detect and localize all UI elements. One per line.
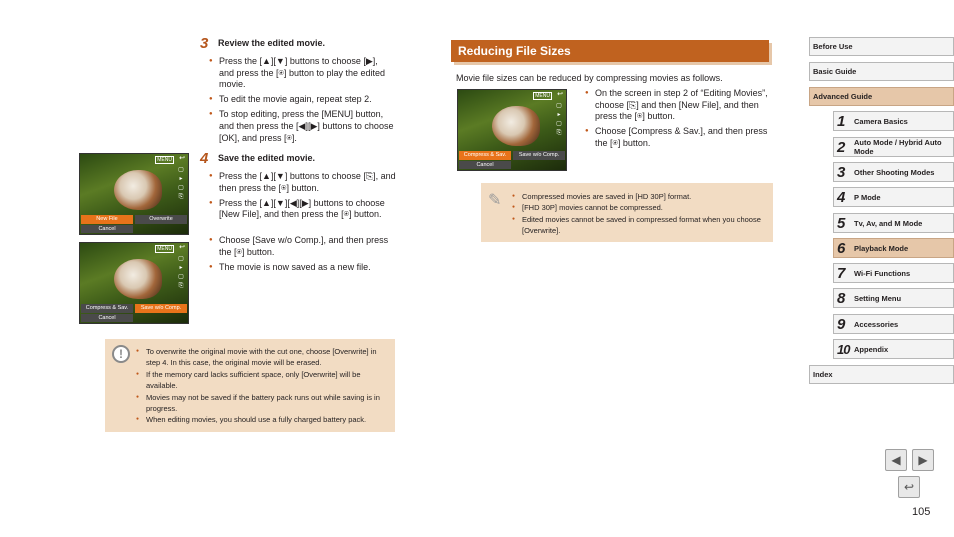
list-item: ● When editing movies, you should use a fully charged battery pack. xyxy=(136,414,390,425)
chapter-5[interactable] xyxy=(833,213,954,233)
cancel-button: Cancel xyxy=(459,161,511,169)
prev-page-icon[interactable]: ◀ xyxy=(885,449,907,471)
list-item: ● To edit the movie again, repeat step 2. xyxy=(209,94,394,106)
camera-screen-compress xyxy=(457,89,567,171)
chapter-label: Accessories xyxy=(854,319,899,329)
chapter-label: Wi-Fi Functions xyxy=(854,268,911,278)
compress-save-button: Compress & Sav. xyxy=(459,151,511,160)
chapter-number: 8 xyxy=(837,290,846,307)
nav-basic-guide[interactable]: Basic Guide xyxy=(809,62,954,81)
chapter-number: 7 xyxy=(837,265,846,282)
nav-before-use[interactable]: Before Use xyxy=(809,37,954,56)
chapter-number: 4 xyxy=(837,189,846,206)
chapter-label: Camera Basics xyxy=(854,116,908,126)
photo-subject xyxy=(114,259,162,299)
caution-icon: ! xyxy=(112,345,130,363)
chapter-number: 10 xyxy=(837,342,850,357)
return-icon[interactable]: ↩ xyxy=(898,476,920,498)
save-without-compression-button: Save w/o Comp. xyxy=(135,304,187,313)
chapter-1[interactable] xyxy=(833,111,954,131)
section-intro: Movie file sizes can be reduced by compressing movies as follows. xyxy=(456,73,723,83)
chapter-label: Other Shooting Modes xyxy=(854,167,935,177)
chapter-number: 9 xyxy=(837,316,846,333)
nav-advanced-guide[interactable]: Advanced Guide xyxy=(809,87,954,106)
overwrite-button: Overwrite xyxy=(135,215,187,224)
section-header xyxy=(451,40,769,62)
photo-subject xyxy=(492,106,540,146)
new-file-button: New File xyxy=(81,215,133,224)
caution-box xyxy=(105,339,395,432)
return-icon: ↩ xyxy=(179,244,185,251)
list-item: ● Press the [▲][▼] buttons to choose [⎘], and then press the [⍟] button. xyxy=(209,171,399,194)
button-row xyxy=(81,304,187,313)
button-row xyxy=(81,215,187,224)
cancel-button: Cancel xyxy=(81,225,133,233)
chapter-4[interactable] xyxy=(833,187,954,207)
memo-bullets xyxy=(512,191,767,237)
step-3-bullets xyxy=(209,56,394,148)
memo-box xyxy=(481,183,773,242)
chapter-number: 5 xyxy=(837,215,846,232)
list-item: ● Movies may not be saved if the battery pack runs out while saving is in progress. xyxy=(136,392,390,415)
chapter-6[interactable] xyxy=(833,238,954,258)
next-page-icon[interactable]: ▶ xyxy=(912,449,934,471)
cancel-button: Cancel xyxy=(81,314,133,322)
chapter-number: 6 xyxy=(837,240,846,257)
camera-screen-new-file xyxy=(79,153,189,235)
list-item: ● The movie is now saved as a new file. xyxy=(209,262,394,274)
nav-index[interactable]: Index xyxy=(809,365,954,384)
chapter-label: Tv, Av, and M Mode xyxy=(854,218,923,228)
list-item: ● Choose [Save w/o Comp.], and then press the [⍟] button. xyxy=(209,235,394,258)
return-icon: ↩ xyxy=(179,155,185,162)
step-number: 4 xyxy=(200,150,209,167)
chapter-number: 2 xyxy=(837,139,846,156)
chapter-label: Appendix xyxy=(854,344,889,354)
return-icon: ↩ xyxy=(557,91,563,98)
list-item: ● To overwrite the original movie with the cut one, choose [Overwrite] in step 4. In this case, the original movie will be erased. xyxy=(136,346,390,369)
camera-screen-save-options xyxy=(79,242,189,324)
button-row xyxy=(459,151,565,160)
list-item: ● Press the [▲][▼] buttons to choose [▶], and press the [⍟] button to play the edited movie. xyxy=(209,56,394,91)
chapter-number: 3 xyxy=(837,164,846,181)
chapter-number: 1 xyxy=(837,113,846,130)
pencil-icon: ✎ xyxy=(488,192,502,209)
menu-tag: MENU xyxy=(535,93,550,99)
list-item: ● Edited movies cannot be saved in compressed format when you choose [Overwrite]. xyxy=(512,214,767,237)
chapter-label: Auto Mode / Hybrid Auto Mode xyxy=(854,138,942,156)
menu-tag: MENU xyxy=(157,157,172,163)
chapter-label: Playback Mode xyxy=(854,243,909,253)
edit-icons: ▢ ▸ ▢ ⎘ xyxy=(556,103,562,136)
chapter-9[interactable] xyxy=(833,314,954,334)
save-without-compression-button: Save w/o Comp. xyxy=(513,151,565,160)
caution-bullets xyxy=(136,346,390,426)
step-number: 3 xyxy=(200,35,209,52)
chapter-label: P Mode xyxy=(854,192,881,202)
chapter-2[interactable] xyxy=(833,137,954,157)
menu-tag: MENU xyxy=(157,246,172,252)
chapter-10[interactable] xyxy=(833,339,954,359)
step-4-bullets xyxy=(209,171,399,224)
list-item: ● Compressed movies are saved in [HD 30P] format. xyxy=(512,191,767,202)
step-title: Save the edited movie. xyxy=(218,153,316,163)
edit-icons: ▢ ▸ ▢ ⎘ xyxy=(178,256,184,289)
page-number: 105 xyxy=(912,506,931,518)
step-4-bullets-2 xyxy=(209,235,394,277)
list-item: ● [FHD 30P] movies cannot be compressed. xyxy=(512,202,767,213)
chapter-7[interactable] xyxy=(833,263,954,283)
list-item: ● If the memory card lacks sufficient space, only [Overwrite] will be available. xyxy=(136,369,390,392)
photo-subject xyxy=(114,170,162,210)
compress-save-button: Compress & Sav. xyxy=(81,304,133,313)
list-item: ● To stop editing, press the [MENU] button, and then press the [◀][▶] buttons to choose [OK], and press [⍟]. xyxy=(209,109,394,144)
list-item: ● Choose [Compress & Sav.], and then press the [⍟] button. xyxy=(585,126,773,149)
step-title: Review the edited movie. xyxy=(218,38,326,48)
chapter-3[interactable] xyxy=(833,162,954,182)
list-item: ● Press the [▲][▼][◀][▶] buttons to choose [New File], and then press the [⍟] button. xyxy=(209,198,399,221)
section-title: Reducing File Sizes xyxy=(458,44,571,58)
chapter-8[interactable] xyxy=(833,288,954,308)
edit-icons: ▢ ▸ ▢ ⎘ xyxy=(178,167,184,200)
section-bullets xyxy=(585,88,773,153)
chapter-label: Setting Menu xyxy=(854,293,902,303)
list-item: ● On the screen in step 2 of “Editing Movies”, choose [⎘] and then [New File], and then press the [⍟] button. xyxy=(585,88,773,123)
